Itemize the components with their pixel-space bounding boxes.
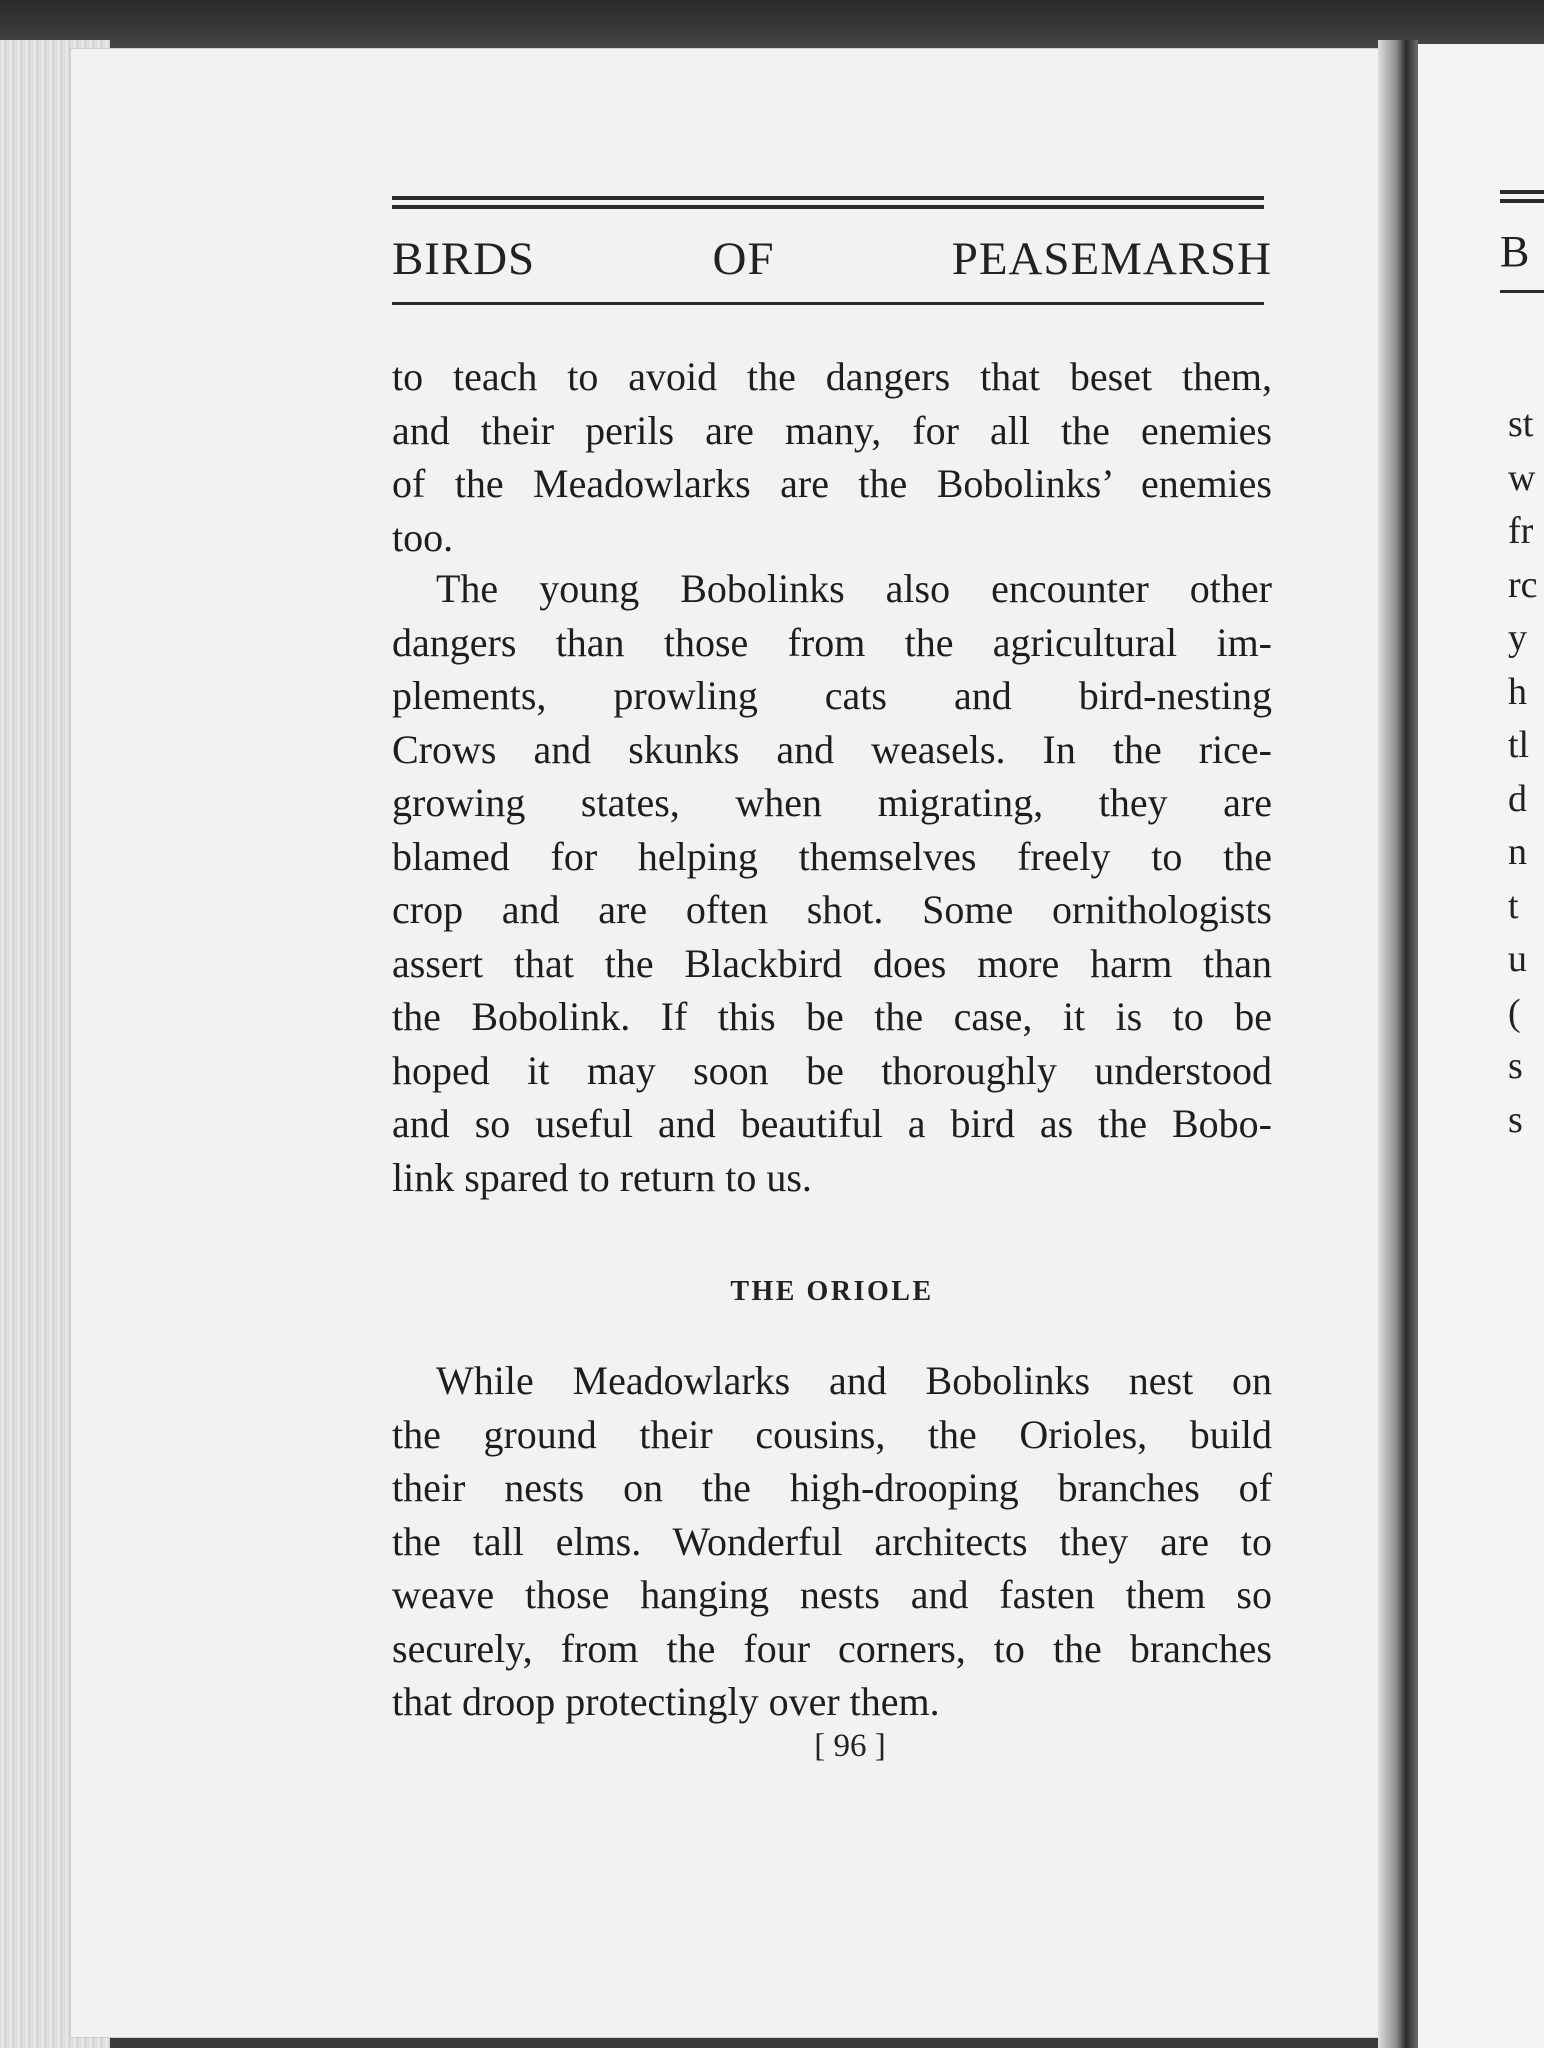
text-line: the Bobolink. If this be the case, it is to be bbox=[392, 994, 1272, 1039]
page-number: [ 96 ] bbox=[814, 1728, 886, 1764]
text-line: and so useful and beautiful a bird as the Bobo- bbox=[392, 1101, 1272, 1146]
text-line: that droop protectingly over them. bbox=[392, 1679, 940, 1724]
facing-line-fragment: s bbox=[1508, 1045, 1523, 1087]
facing-line-fragment: n bbox=[1508, 831, 1527, 873]
paragraph-oriole bbox=[392, 1354, 1272, 1729]
text-line: hoped it may soon be thoroughly understood bbox=[392, 1047, 1272, 1093]
text-line: weave those hanging nests and fasten them so bbox=[392, 1572, 1272, 1617]
text-line: and their perils are many, for all the enemies bbox=[392, 407, 1272, 453]
section-heading-oriole: THE ORIOLE bbox=[730, 1276, 934, 1307]
facing-line-fragment: h bbox=[1508, 670, 1527, 713]
facing-line-fragment: rc bbox=[1508, 563, 1538, 606]
text-line: dangers than those from the agricultural im- bbox=[392, 619, 1272, 665]
text-line: While Meadowlarks and Bobolinks nest on bbox=[436, 1358, 1272, 1403]
facing-header-rule bbox=[1500, 199, 1544, 203]
text-line: The young Bobolinks also encounter other bbox=[436, 566, 1272, 611]
facing-line-fragment: t bbox=[1508, 884, 1519, 927]
book-gutter bbox=[1378, 40, 1418, 2048]
text-line: their nests on the high-drooping branches of bbox=[392, 1465, 1272, 1510]
text-line: the ground their cousins, the Orioles, build bbox=[392, 1411, 1272, 1457]
text-line: the tall elms. Wonderful architects they are to bbox=[392, 1518, 1272, 1564]
scan-top-border bbox=[0, 0, 1544, 52]
facing-header-underline bbox=[1500, 290, 1544, 293]
facing-line-fragment: ( bbox=[1508, 991, 1521, 1034]
running-head-word: PEASEMARSH bbox=[951, 233, 1272, 285]
text-line: to teach to avoid the dangers that beset them, bbox=[392, 354, 1272, 399]
facing-line-fragment: y bbox=[1508, 617, 1527, 659]
facing-line-fragment: st bbox=[1508, 403, 1534, 445]
header-underline-rule bbox=[392, 302, 1264, 305]
facing-line-fragment: w bbox=[1508, 456, 1536, 499]
text-line: link spared to return to us. bbox=[392, 1154, 812, 1200]
paragraph-bobolink-dangers bbox=[392, 562, 1272, 1204]
header-double-rule-bottom bbox=[392, 205, 1264, 209]
facing-header-rule bbox=[1500, 190, 1544, 194]
text-line: securely, from the four corners, to the branches bbox=[392, 1625, 1272, 1671]
text-line: growing states, when migrating, they are bbox=[392, 780, 1272, 825]
facing-line-fragment: u bbox=[1508, 938, 1527, 980]
facing-line-fragment: d bbox=[1508, 777, 1527, 820]
text-line: Crows and skunks and weasels. In the rice- bbox=[392, 726, 1272, 772]
facing-page-text bbox=[1508, 398, 1544, 1147]
text-line: of the Meadowlarks are the Bobolinks’ enemies bbox=[392, 461, 1272, 506]
running-head-word: BIRDS bbox=[392, 233, 536, 285]
facing-line-fragment: tl bbox=[1508, 724, 1530, 766]
facing-running-head: B bbox=[1500, 227, 1530, 276]
text-line: assert that the Blackbird does more harm than bbox=[392, 940, 1272, 986]
header-double-rule-top bbox=[392, 196, 1264, 200]
facing-line-fragment: fr bbox=[1508, 510, 1534, 552]
facing-line-fragment: s bbox=[1508, 1098, 1523, 1141]
running-head bbox=[392, 232, 1272, 286]
paragraph-continued bbox=[392, 350, 1272, 564]
text-line: blamed for helping themselves freely to the bbox=[392, 833, 1272, 879]
text-line: too. bbox=[392, 514, 454, 560]
running-head-word: OF bbox=[712, 233, 775, 285]
text-line: crop and are often shot. Some ornithologists bbox=[392, 887, 1272, 932]
text-line: plements, prowling cats and bird-nesting bbox=[392, 673, 1272, 718]
